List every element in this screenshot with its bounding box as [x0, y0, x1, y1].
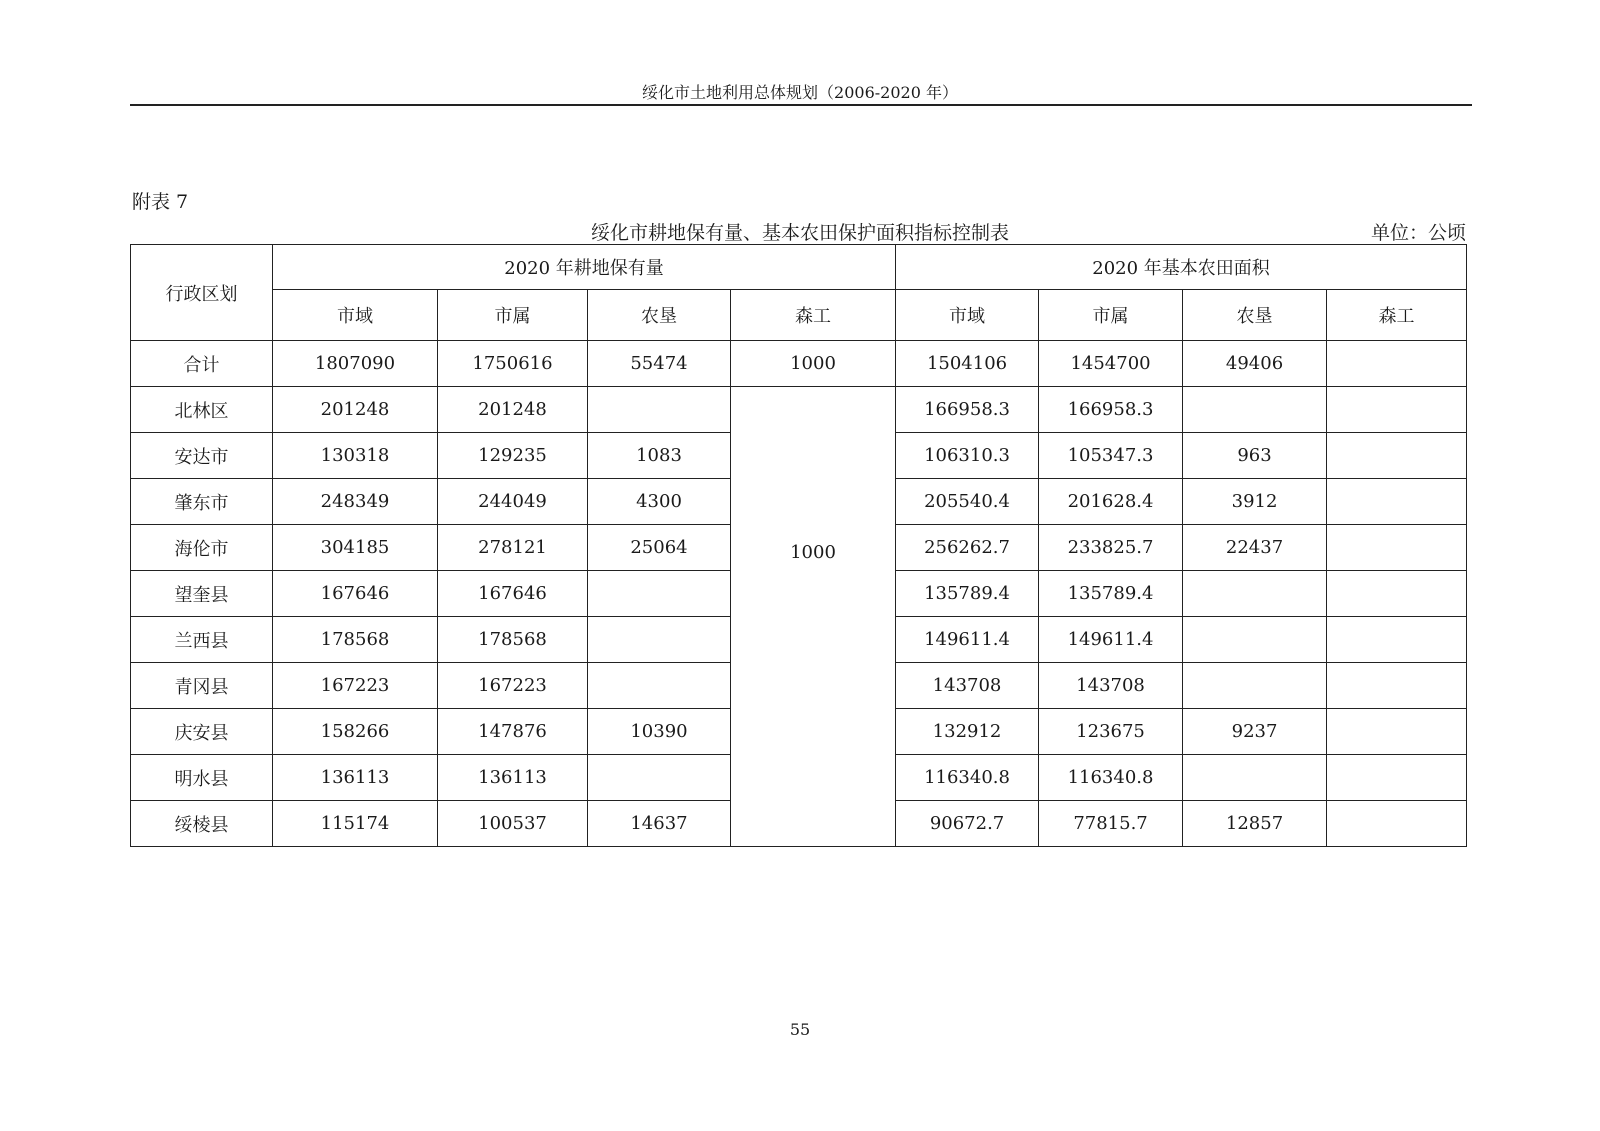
value-cell: 130318	[273, 433, 438, 479]
value-cell: 9237	[1183, 709, 1327, 755]
sub-header: 市域	[896, 290, 1039, 341]
value-cell: 4300	[588, 479, 731, 525]
value-cell	[588, 617, 731, 663]
value-cell: 167646	[273, 571, 438, 617]
page-number: 55	[789, 1020, 811, 1039]
sub-header: 市属	[438, 290, 588, 341]
value-cell: 143708	[1039, 663, 1183, 709]
value-cell: 14637	[588, 801, 731, 847]
region-name-cell: 海伦市	[131, 525, 273, 571]
merged-forestry-value: 1000	[790, 542, 836, 563]
appendix-label: 附表 7	[132, 191, 189, 213]
running-header: 绥化市土地利用总体规划（2006-2020 年）	[642, 83, 958, 102]
value-cell: 135789.4	[896, 571, 1039, 617]
value-cell: 166958.3	[896, 387, 1039, 433]
value-cell: 136113	[273, 755, 438, 801]
value-cell: 149611.4	[1039, 617, 1183, 663]
value-cell: 12857	[1183, 801, 1327, 847]
value-cell: 1750616	[438, 341, 588, 387]
table-row	[131, 387, 1467, 433]
sub-header: 森工	[1327, 290, 1467, 341]
value-cell	[1183, 571, 1327, 617]
value-cell	[1327, 617, 1467, 663]
group-header-cultivated: 2020 年耕地保有量	[273, 245, 896, 290]
value-cell: 25064	[588, 525, 731, 571]
value-cell: 132912	[896, 709, 1039, 755]
value-cell	[1327, 479, 1467, 525]
value-cell: 167223	[438, 663, 588, 709]
value-cell: 158266	[273, 709, 438, 755]
value-cell: 205540.4	[896, 479, 1039, 525]
value-cell	[1183, 755, 1327, 801]
value-cell: 77815.7	[1039, 801, 1183, 847]
value-cell	[588, 663, 731, 709]
value-cell	[1327, 709, 1467, 755]
group-header-basic-farmland: 2020 年基本农田面积	[896, 245, 1467, 290]
value-cell	[588, 387, 731, 433]
value-cell: 1807090	[273, 341, 438, 387]
value-cell: 143708	[896, 663, 1039, 709]
region-name-cell: 兰西县	[131, 617, 273, 663]
value-cell: 278121	[438, 525, 588, 571]
value-cell: 201248	[273, 387, 438, 433]
region-name-cell: 绥棱县	[131, 801, 273, 847]
value-cell	[1327, 755, 1467, 801]
sub-header: 市属	[1039, 290, 1183, 341]
farmland-control-table	[130, 244, 1467, 847]
value-cell: 116340.8	[1039, 755, 1183, 801]
value-cell	[1183, 663, 1327, 709]
sub-header: 农垦	[1183, 290, 1327, 341]
value-cell: 304185	[273, 525, 438, 571]
value-cell	[1327, 801, 1467, 847]
value-cell	[588, 571, 731, 617]
value-cell: 136113	[438, 755, 588, 801]
value-cell: 105347.3	[1039, 433, 1183, 479]
region-name-cell: 肇东市	[131, 479, 273, 525]
value-cell: 129235	[438, 433, 588, 479]
sub-header: 市域	[273, 290, 438, 341]
value-cell	[1327, 571, 1467, 617]
value-cell: 3912	[1183, 479, 1327, 525]
value-cell	[588, 755, 731, 801]
value-cell	[1327, 525, 1467, 571]
sub-header: 森工	[731, 290, 896, 341]
value-cell: 178568	[273, 617, 438, 663]
value-cell	[1183, 617, 1327, 663]
value-cell: 116340.8	[896, 755, 1039, 801]
region-header: 行政区划	[131, 245, 273, 341]
region-name-cell: 安达市	[131, 433, 273, 479]
value-cell	[1327, 341, 1467, 387]
region-name-cell: 庆安县	[131, 709, 273, 755]
sub-header-row	[131, 290, 1467, 341]
value-cell	[1327, 433, 1467, 479]
value-cell	[1183, 387, 1327, 433]
value-cell: 10390	[588, 709, 731, 755]
value-cell: 256262.7	[896, 525, 1039, 571]
region-name-cell: 望奎县	[131, 571, 273, 617]
value-cell: 178568	[438, 617, 588, 663]
value-cell: 201628.4	[1039, 479, 1183, 525]
value-cell: 22437	[1183, 525, 1327, 571]
value-cell	[1327, 663, 1467, 709]
value-cell: 233825.7	[1039, 525, 1183, 571]
value-cell: 963	[1183, 433, 1327, 479]
region-name-cell: 青冈县	[131, 663, 273, 709]
value-cell: 100537	[438, 801, 588, 847]
group-header-row	[131, 245, 1467, 290]
table-row	[131, 341, 1467, 387]
region-name-cell: 合计	[131, 341, 273, 387]
value-cell: 1454700	[1039, 341, 1183, 387]
value-cell: 135789.4	[1039, 571, 1183, 617]
value-cell: 149611.4	[896, 617, 1039, 663]
region-name-cell: 明水县	[131, 755, 273, 801]
value-cell	[1327, 387, 1467, 433]
header-rule	[130, 104, 1472, 106]
value-cell: 201248	[438, 387, 588, 433]
sub-header: 农垦	[588, 290, 731, 341]
value-cell: 147876	[438, 709, 588, 755]
value-cell: 90672.7	[896, 801, 1039, 847]
value-cell: 106310.3	[896, 433, 1039, 479]
value-cell: 1000	[731, 341, 896, 387]
region-name-cell: 北林区	[131, 387, 273, 433]
value-cell: 248349	[273, 479, 438, 525]
value-cell: 55474	[588, 341, 731, 387]
value-cell: 123675	[1039, 709, 1183, 755]
value-cell: 49406	[1183, 341, 1327, 387]
value-cell: 167223	[273, 663, 438, 709]
unit-label: 单位：公顷	[1370, 222, 1466, 244]
table-title: 绥化市耕地保有量、基本农田保护面积指标控制表	[590, 222, 1009, 244]
value-cell: 167646	[438, 571, 588, 617]
value-cell: 166958.3	[1039, 387, 1183, 433]
merged-forestry-cell	[731, 387, 896, 847]
value-cell: 115174	[273, 801, 438, 847]
value-cell: 1504106	[896, 341, 1039, 387]
value-cell: 244049	[438, 479, 588, 525]
value-cell: 1083	[588, 433, 731, 479]
